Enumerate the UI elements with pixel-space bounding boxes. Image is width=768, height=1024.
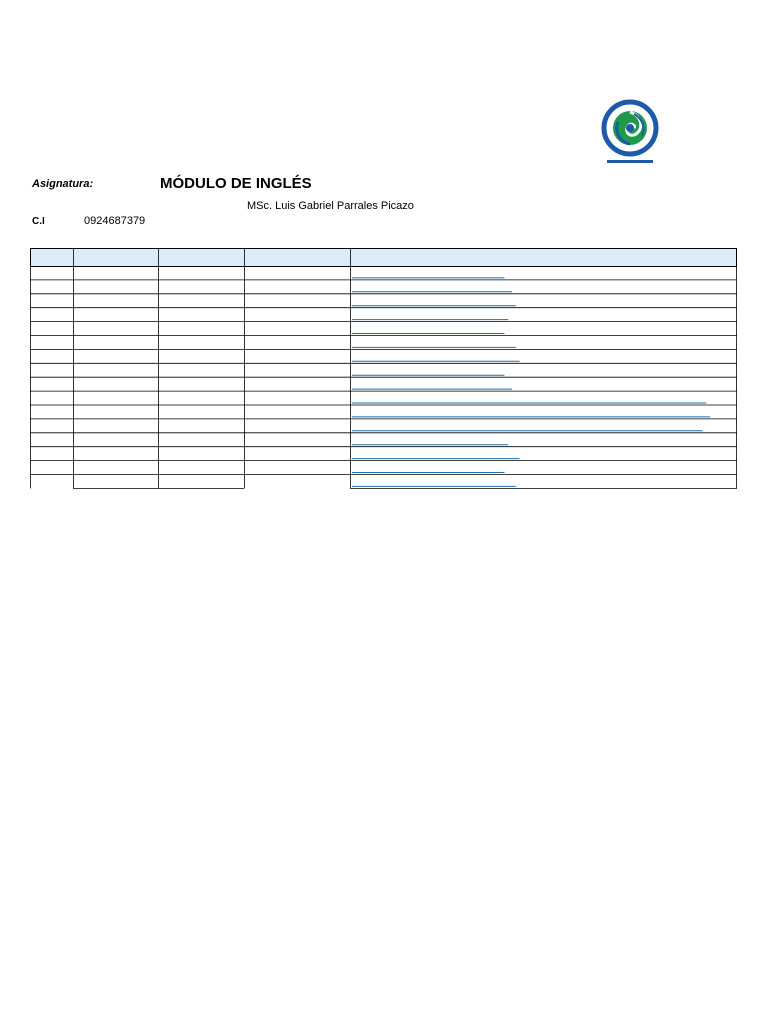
tecnoecuatoriano-logo-icon: [590, 98, 670, 170]
id-label: C.I: [32, 216, 45, 227]
subject-title: MÓDULO DE INGLÉS: [160, 175, 312, 192]
records-table-grid: [30, 248, 738, 490]
teacher-name: MSc. Luis Gabriel Parrales Picazo: [247, 200, 414, 212]
institution-logo: [590, 98, 670, 170]
table-header-row: [31, 249, 737, 267]
subject-label: Asignatura:: [32, 178, 94, 190]
id-value: 0924687379: [84, 215, 146, 227]
records-table: [30, 248, 738, 490]
